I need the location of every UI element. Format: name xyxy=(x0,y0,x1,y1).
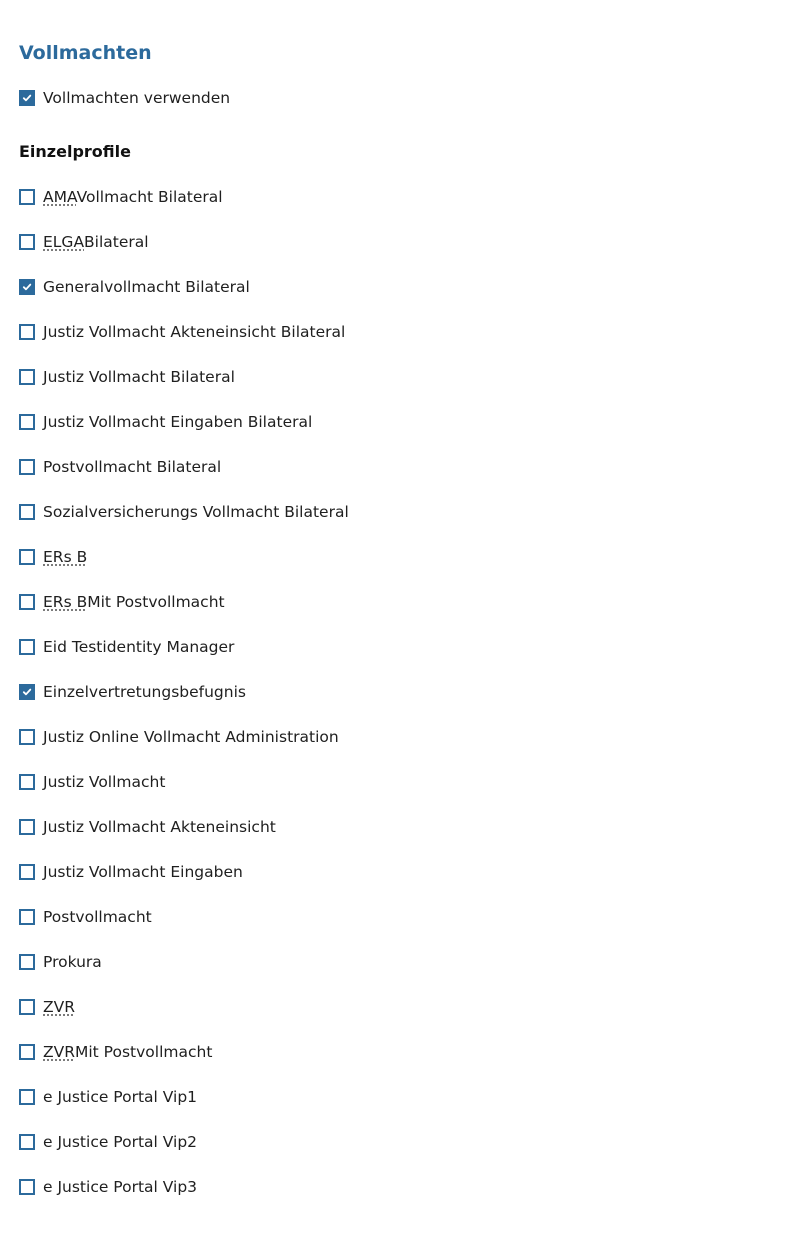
profile-checkbox-item[interactable] xyxy=(19,365,235,389)
profile-abbreviation: ZVR xyxy=(43,1043,75,1061)
profile-label xyxy=(43,680,246,704)
profile-checkbox-item[interactable] xyxy=(19,635,234,659)
profile-label xyxy=(43,365,235,389)
profile-label xyxy=(43,320,345,344)
profile-label-text: Mit Postvollmacht xyxy=(87,593,225,611)
profile-checkbox-item[interactable] xyxy=(19,950,102,974)
profile-abbreviation: AMA xyxy=(43,188,77,206)
checkbox-icon[interactable] xyxy=(19,639,35,655)
section-title: Vollmachten xyxy=(19,42,152,64)
checkmark-icon xyxy=(22,93,32,103)
checkbox-icon[interactable] xyxy=(19,729,35,745)
profile-checkbox-item[interactable] xyxy=(19,230,149,254)
profile-label-text: e Justice Portal Vip3 xyxy=(43,1178,198,1196)
checkmark-icon xyxy=(22,687,32,697)
profile-checkbox-item[interactable] xyxy=(19,275,250,299)
profile-checkbox-item[interactable] xyxy=(19,1175,197,1199)
profile-checkbox-item[interactable] xyxy=(19,185,223,209)
profile-label-text: Justiz Vollmacht Eingaben xyxy=(43,863,243,881)
profile-checkbox-item[interactable] xyxy=(19,770,165,794)
profile-label-text: Justiz Vollmacht Akteneinsicht Bilateral xyxy=(43,323,346,341)
checkbox-icon[interactable] xyxy=(19,279,35,295)
profile-label-text: Postvollmacht xyxy=(43,908,152,926)
profile-label-text: Einzelvertretungsbefugnis xyxy=(43,683,246,701)
checkbox-icon[interactable] xyxy=(19,189,35,205)
profile-label xyxy=(43,905,152,929)
profile-checkbox-item[interactable] xyxy=(19,320,345,344)
profile-checkbox-item[interactable] xyxy=(19,1040,212,1064)
profile-label-text: e Justice Portal Vip2 xyxy=(43,1133,198,1151)
checkbox-icon[interactable] xyxy=(19,594,35,610)
profile-label-text: Vollmacht Bilateral xyxy=(76,188,223,206)
checkbox-icon[interactable] xyxy=(19,819,35,835)
profile-checkbox-item[interactable] xyxy=(19,815,276,839)
profile-checkbox-item[interactable] xyxy=(19,725,339,749)
profile-abbreviation: ERs B xyxy=(43,548,88,566)
checkbox-icon[interactable] xyxy=(19,234,35,250)
profile-label xyxy=(43,635,234,659)
profile-label xyxy=(43,1085,197,1109)
profile-label xyxy=(43,725,339,749)
profile-label xyxy=(43,1175,197,1199)
profile-label-text: Justiz Online Vollmacht Administration xyxy=(43,728,339,746)
profile-checkbox-item[interactable] xyxy=(19,455,221,479)
profile-label-text: Postvollmacht Bilateral xyxy=(43,458,222,476)
profile-checkbox-item[interactable] xyxy=(19,1085,197,1109)
profile-checkbox-item[interactable] xyxy=(19,500,349,524)
checkbox-icon[interactable] xyxy=(19,414,35,430)
profile-label xyxy=(43,590,225,614)
profile-label-text: Generalvollmacht Bilateral xyxy=(43,278,250,296)
checkbox-icon[interactable] xyxy=(19,954,35,970)
profile-label xyxy=(43,950,102,974)
profile-label-text: Mit Postvollmacht xyxy=(75,1043,213,1061)
checkbox-icon[interactable] xyxy=(19,369,35,385)
checkbox-icon[interactable] xyxy=(19,504,35,520)
checkbox-icon[interactable] xyxy=(19,909,35,925)
profile-label xyxy=(43,410,312,434)
profile-checkbox-item[interactable] xyxy=(19,410,312,434)
profile-label-text: Justiz Vollmacht Akteneinsicht xyxy=(43,818,276,836)
profile-label-text: Eid Testidentity Manager xyxy=(43,638,235,656)
profile-label xyxy=(43,770,165,794)
profile-label xyxy=(43,860,243,884)
use-vollmachten-check-icon[interactable] xyxy=(19,90,35,106)
checkbox-icon[interactable] xyxy=(19,999,35,1015)
checkbox-icon[interactable] xyxy=(19,1044,35,1060)
profile-label xyxy=(43,455,221,479)
profile-abbreviation: ERs B xyxy=(43,593,88,611)
profile-label xyxy=(43,815,276,839)
profile-label xyxy=(43,545,87,569)
profile-label-text: Prokura xyxy=(43,953,102,971)
checkbox-icon[interactable] xyxy=(19,459,35,475)
profile-label-text: Sozialversicherungs Vollmacht Bilateral xyxy=(43,503,349,521)
profile-label-text: Justiz Vollmacht Bilateral xyxy=(43,368,235,386)
profile-label xyxy=(43,1040,212,1064)
use-vollmachten-checkbox[interactable] xyxy=(19,86,230,110)
checkbox-icon[interactable] xyxy=(19,1089,35,1105)
profile-label xyxy=(43,995,75,1019)
checkbox-icon[interactable] xyxy=(19,684,35,700)
profile-label-text: e Justice Portal Vip1 xyxy=(43,1088,198,1106)
profile-label-text: Justiz Vollmacht xyxy=(43,773,166,791)
einzelprofile-heading: Einzelprofile xyxy=(19,142,131,161)
profile-label xyxy=(43,185,223,209)
checkbox-icon[interactable] xyxy=(19,1134,35,1150)
profile-abbreviation: ELGA xyxy=(43,233,85,251)
profile-label xyxy=(43,230,149,254)
profile-checkbox-item[interactable] xyxy=(19,680,246,704)
profile-label xyxy=(43,275,250,299)
profile-checkbox-item[interactable] xyxy=(19,995,75,1019)
profile-checkbox-item[interactable] xyxy=(19,860,243,884)
profile-label xyxy=(43,500,349,524)
checkbox-icon[interactable] xyxy=(19,864,35,880)
profile-checkbox-item[interactable] xyxy=(19,590,225,614)
checkbox-icon[interactable] xyxy=(19,549,35,565)
profile-abbreviation: ZVR xyxy=(43,998,75,1016)
checkbox-icon[interactable] xyxy=(19,774,35,790)
checkbox-icon[interactable] xyxy=(19,1179,35,1195)
use-vollmachten-label: Vollmachten verwenden xyxy=(43,89,231,107)
checkmark-icon xyxy=(22,282,32,292)
profile-label-text: Justiz Vollmacht Eingaben Bilateral xyxy=(43,413,313,431)
profile-checkbox-item[interactable] xyxy=(19,1130,197,1154)
profile-label xyxy=(43,1130,197,1154)
profile-checkbox-item[interactable] xyxy=(19,545,87,569)
checkbox-icon[interactable] xyxy=(19,324,35,340)
profile-label-text: Bilateral xyxy=(84,233,149,251)
profile-checkbox-item[interactable] xyxy=(19,905,152,929)
